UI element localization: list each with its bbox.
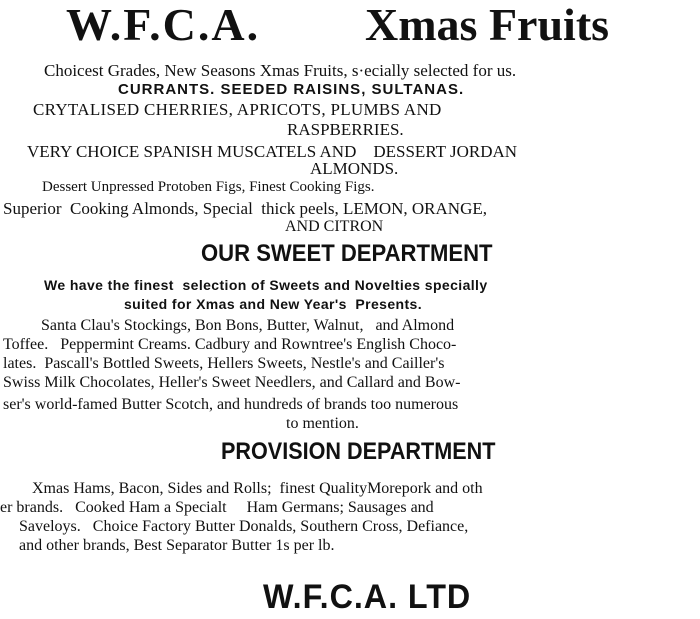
sweets-intro-2: suited for Xmas and New Year's Presents.	[124, 296, 423, 312]
provision-line-1: Xmas Hams, Bacon, Sides and Rolls; finest QualityMorepork and oth	[32, 480, 483, 497]
header-brand: W.F.C.A.	[66, 0, 261, 50]
fruits-line-5: VERY CHOICE SPANISH MUSCATELS AND DESSERT JORDAN	[27, 142, 518, 161]
fruits-line-6: ALMONDS.	[310, 159, 399, 178]
fruits-line-7: Dessert Unpressed Protoben Figs, Finest Cooking Figs.	[42, 179, 375, 195]
fruits-line-3: CRYTALISED CHERRIES, APRICOTS, PLUMBS AND	[33, 100, 442, 119]
sweets-line-4: Swiss Milk Chocolates, Heller's Sweet Needlers, and Callard and Bow-	[3, 374, 461, 391]
fruits-line-4: RASPBERRIES.	[287, 120, 404, 139]
provision-department-heading: PROVISION DEPARTMENT	[221, 438, 496, 465]
sweet-department-heading: OUR SWEET DEPARTMENT	[201, 240, 493, 267]
provision-line-2: er brands. Cooked Ham a Specialt Ham Germans; Sausages and	[0, 499, 434, 516]
sweets-line-1: Santa Clau's Stockings, Bon Bons, Butter, Walnut, and Almond	[41, 317, 455, 334]
sweets-line-2: Toffee. Peppermint Creams. Cadbury and Rowntree's English Choco-	[3, 336, 457, 353]
fruits-line-2: CURRANTS. SEEDED RAISINS, SULTANAS.	[118, 81, 465, 98]
sweets-line-6: to mention.	[286, 415, 359, 432]
fruits-line-8: Superior Cooking Almonds, Special thick peels, LEMON, ORANGE,	[3, 199, 487, 218]
sweets-line-3: lates. Pascall's Bottled Sweets, Hellers Sweets, Nestle's and Cailler's	[3, 355, 445, 372]
fruits-line-9: AND CITRON	[285, 218, 384, 235]
provision-line-3: Saveloys. Choice Factory Butter Donalds, Southern Cross, Defiance,	[19, 518, 469, 535]
provision-line-4: and other brands, Best Separator Butter 1s per lb.	[19, 537, 335, 554]
sweets-line-5: ser's world-famed Butter Scotch, and hundreds of brands too numerous	[3, 396, 459, 413]
sweets-intro-1: We have the finest selection of Sweets and Novelties specially	[44, 277, 488, 293]
fruits-line-1: Choicest Grades, New Seasons Xmas Fruits, s·ecially selected for us.	[44, 61, 517, 80]
header-title: Xmas Fruits	[365, 0, 610, 50]
footer-brand: W.F.C.A. LTD	[263, 578, 472, 616]
